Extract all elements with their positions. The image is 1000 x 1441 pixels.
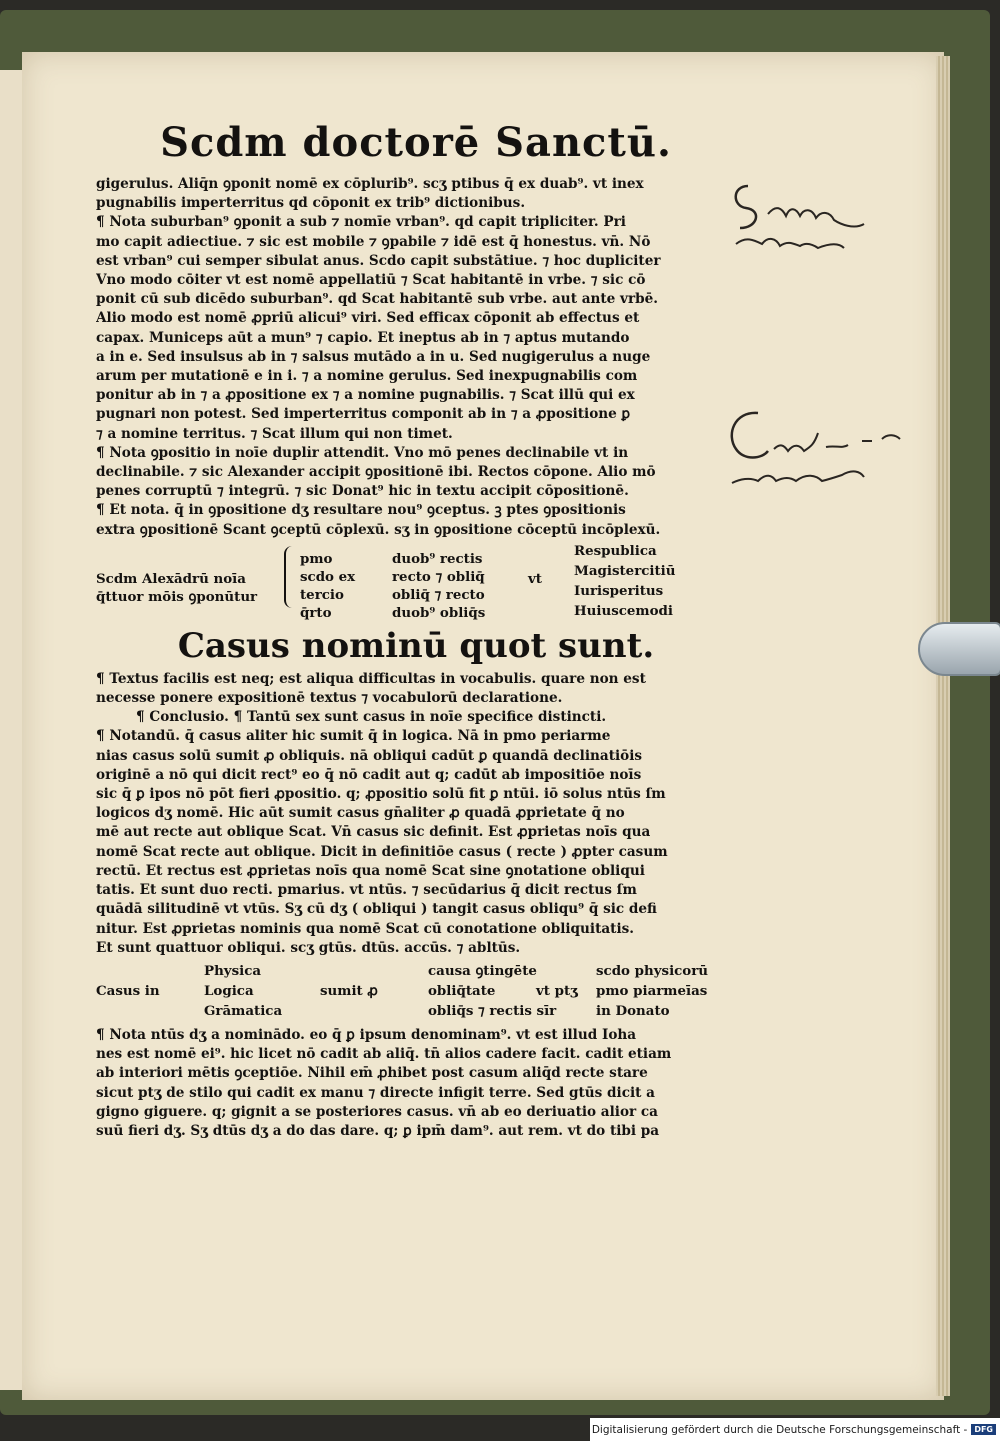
text-line: mo capit adiectiue. ⁊ sic est mobile ⁊ ꝯpabile ⁊ idē est q̄ honestus. vn̄. Nō bbox=[96, 233, 651, 250]
schema-source: in Donato bbox=[596, 1002, 670, 1019]
marginal-note-1 bbox=[728, 178, 898, 258]
schema-brace bbox=[284, 546, 296, 608]
text-line: rectū. Et rectus est ꝓprietas noīs qua nomē Scat sine ꝯnotatione obliqui bbox=[96, 862, 645, 879]
text-line: suū fieri dʒ. Sʒ dtūs dʒ a do das dare. q; ꝑ ipm̄ dam⁹. aut rem. vt do tibi pa bbox=[96, 1122, 660, 1139]
page-text bbox=[96, 115, 736, 1141]
schema-field: Physica bbox=[204, 962, 262, 979]
schema-ordinal: pmo bbox=[300, 550, 333, 567]
text-block-nominativus bbox=[96, 1026, 736, 1141]
casus-schema bbox=[96, 958, 736, 1026]
schema-example: Iurisperitus bbox=[574, 582, 664, 599]
text-line: penes corruptū ⁊ integrū. ⁊ sic Donat⁹ hic in textu accipit cōpositionē. bbox=[96, 483, 629, 500]
section-heading: Casus nominū quot sunt. bbox=[177, 625, 655, 666]
schema-vt: vt ptʒ bbox=[536, 982, 578, 999]
text-line: necesse ponere expositionē textus ⁊ vocabulorū declaratione. bbox=[96, 690, 563, 707]
text-line: ¶ Notandū. q̄ casus aliter hic sumit q̄ in logica. Nā in pmo periarme bbox=[96, 728, 611, 745]
composition-schema bbox=[96, 542, 736, 622]
schema-field: Grāmatica bbox=[204, 1002, 283, 1019]
schema-combination: duob⁹ rectis bbox=[392, 550, 483, 567]
schema-example: Respublica bbox=[574, 542, 657, 559]
text-line: nias casus solū sumit ꝓ obliquis. nā obliqui cadūt ꝑ quandā declinatiōis bbox=[96, 747, 643, 764]
text-line: ab interiori mētis ꝯceptiōe. Nihil em̄ ꝓhibet post casum aliq̄d recte stare bbox=[96, 1065, 648, 1082]
schema-ordinal: scdo ex bbox=[300, 568, 356, 585]
text-line: ¶ Nota suburban⁹ ꝯponit a sub ⁊ nomīe vrban⁹. qd capit tripliciter. Pri bbox=[96, 214, 626, 231]
text-line: nomē Scat recte aut oblique. Dicit in definitiōe casus ( recte ) ꝓpter casum bbox=[96, 843, 668, 860]
text-line: gigno giguere. q; gignit a se posteriores casus. vn̄ ab eo deriuatio alior ca bbox=[96, 1103, 658, 1120]
text-line: capax. Municeps aūt a mun⁹ ⁊ capio. Et ineptus ab in ⁊ aptus mutando bbox=[96, 329, 630, 346]
schema-ordinal: q̄rto bbox=[300, 604, 332, 621]
schema-combination: recto ⁊ obliq̄ bbox=[392, 568, 485, 585]
schema-verb: sumit ꝓ bbox=[320, 982, 378, 999]
schema-ordinal: tercio bbox=[300, 586, 344, 603]
text-line: logicos dʒ nomē. Hic aūt sumit casus gn̄aliter ꝓ quadā ꝓprietate q̄ no bbox=[96, 805, 625, 822]
text-line: ¶ Et nota. q̄ in ꝯpositione dʒ resultare nou⁹ ꝯceptus. ꝫ ptes ꝯpositionis bbox=[96, 502, 626, 519]
schema-source: scdo physicorū bbox=[596, 962, 709, 979]
text-line: a in e. Sed insulsus ab in ⁊ salsus mutādo a in u. Sed nugigerulus a nuge bbox=[96, 348, 651, 365]
text-line: sic q̄ ꝑ ipos nō pōt fieri ꝓpositio. q; ꝓpositio solū fit ꝑ ntūi. iō solus ntūs ſm bbox=[96, 786, 666, 803]
schema-left-label: q̄ttuor mōis ꝯponūtur bbox=[96, 588, 258, 605]
schema-combination: obliq̄ ⁊ recto bbox=[392, 586, 485, 603]
text-line: nitur. Est ꝓprietas nominis qua nomē Scat cū conotatione obliquitatis. bbox=[96, 920, 635, 937]
text-line: pugnari non potest. Sed imperterritus componit ab in ⁊ a ꝓpositione ꝑ bbox=[96, 406, 631, 423]
text-line: ¶ Nota ntūs dʒ a nominādo. eo q̄ ꝑ ipsum denominam⁹. vt est illud Ioha bbox=[96, 1026, 637, 1043]
marginal-note-2 bbox=[722, 405, 912, 495]
text-line: extra ꝯpositionē Scant ꝯceptū cōplexū. sʒ in ꝯpositione cōceptū incōplexū. bbox=[96, 521, 661, 538]
schema-source: pmo piarmeīas bbox=[596, 982, 708, 999]
text-line: mē aut recte aut oblique Scat. Vn̄ casus sic definit. Est ꝓprietas noīs qua bbox=[96, 824, 651, 841]
text-line: pugnabilis imperterritus qd cōponit ex trib⁹ dictionibus. bbox=[96, 195, 526, 212]
running-head: Scdm doctorē Sanctū. bbox=[160, 119, 672, 166]
schema-meaning: obliq̄tate bbox=[428, 982, 496, 999]
text-line: ¶ Conclusio. ¶ Tantū sex sunt casus in noīe specifice distincti. bbox=[136, 709, 607, 726]
footer-credit-text: Digitalisierung gefördert durch die Deutsche Forschungsgemeinschaft - bbox=[591, 1423, 968, 1436]
text-line: sicut ptʒ de stilo qui cadit ex manu ⁊ directe infigit terre. Sed gtūs dicit a bbox=[96, 1084, 655, 1101]
digitization-footer bbox=[590, 1418, 1000, 1441]
text-line: tatis. Et sunt duo recti. pmarius. vt ntūs. ⁊ secūdarius q̄ dicit rectus ſm bbox=[96, 882, 637, 899]
text-line: declinabile. ⁊ sic Alexander accipit ꝯpositionē ibi. Rectos cōpone. Alio mō bbox=[96, 464, 656, 481]
text-block-casus bbox=[96, 670, 736, 958]
text-line: nes est nomē ei⁹. hic licet nō cadit ab aliq̄. tn̄ alios cadere facit. cadit etiam bbox=[96, 1046, 672, 1063]
text-line: gigerulus. Aliq̄n ꝯponit nomē ex cōplurib⁹. scʒ ptibus q̄ ex duab⁹. vt inex bbox=[96, 176, 644, 192]
text-line: ponit cū sub dicēdo suburban⁹. qd Scat habitantē sub vrbe. aut ante vrbē. bbox=[96, 291, 659, 308]
text-line: ¶ Textus facilis est neq; est aliqua difficultas in vocabulis. quare non est bbox=[96, 670, 646, 687]
schema-vt: vt bbox=[528, 570, 542, 587]
text-block-composition bbox=[96, 175, 736, 540]
text-line: ponitur ab in ⁊ a ꝓpositione ex ⁊ a nomine pugnabilis. ⁊ Scat illū qui ex bbox=[96, 387, 635, 404]
text-line: originē a nō qui dicit rect⁹ eo q̄ nō cadit aut q; cadūt ab impositiōe noīs bbox=[96, 766, 642, 783]
schema-combination: duob⁹ obliq̄s bbox=[392, 604, 486, 621]
text-line: Vno modo cōiter vt est nomē appellatiū ⁊ Scat habitantē in vrbe. ⁊ sic cō bbox=[96, 272, 646, 289]
schema-left-label: Casus in bbox=[96, 982, 160, 999]
schema-field: Logica bbox=[204, 982, 254, 999]
text-line: ⁊ a nomine territus. ⁊ Scat illum qui non timet. bbox=[96, 425, 453, 442]
schema-example: Huiuscemodi bbox=[574, 602, 673, 619]
text-line: ¶ Nota ꝯpositio in noīe dupli̇r attendit. Vno mō penes declinabile vt in bbox=[96, 444, 629, 461]
dfg-logo: DFG bbox=[971, 1424, 996, 1435]
schema-example: Magistercitiū bbox=[574, 562, 676, 579]
text-line: quādā silitudinē vt vtūs. Sʒ cū dʒ ( obliqui ) tangit casus obliqu⁹ q̄ sic defi bbox=[96, 901, 657, 918]
page-clip-icon bbox=[918, 622, 1000, 676]
schema-meaning: causa ꝯtingēte bbox=[428, 962, 537, 979]
schema-meaning: obliq̄s ⁊ rectis sīr bbox=[428, 1002, 557, 1019]
text-line: est vrban⁹ cui semper sibulat anus. Scdo capit substātiue. ⁊ hoc dupliciter bbox=[96, 252, 661, 269]
schema-left-label: Scdm Alexādrū noīa bbox=[96, 570, 246, 587]
text-line: Et sunt quattuor obliqui. scʒ gtūs. dtūs. accūs. ⁊ abltūs. bbox=[96, 939, 521, 956]
page-stack-edge bbox=[936, 56, 950, 1396]
text-line: Alio modo est nomē ꝓpriū alicui⁹ viri. Sed efficax cōponit ab effectus et bbox=[96, 310, 640, 327]
text-line: arum per mutationē e in i. ⁊ a nomine gerulus. Sed inexpugnabilis com bbox=[96, 368, 638, 385]
